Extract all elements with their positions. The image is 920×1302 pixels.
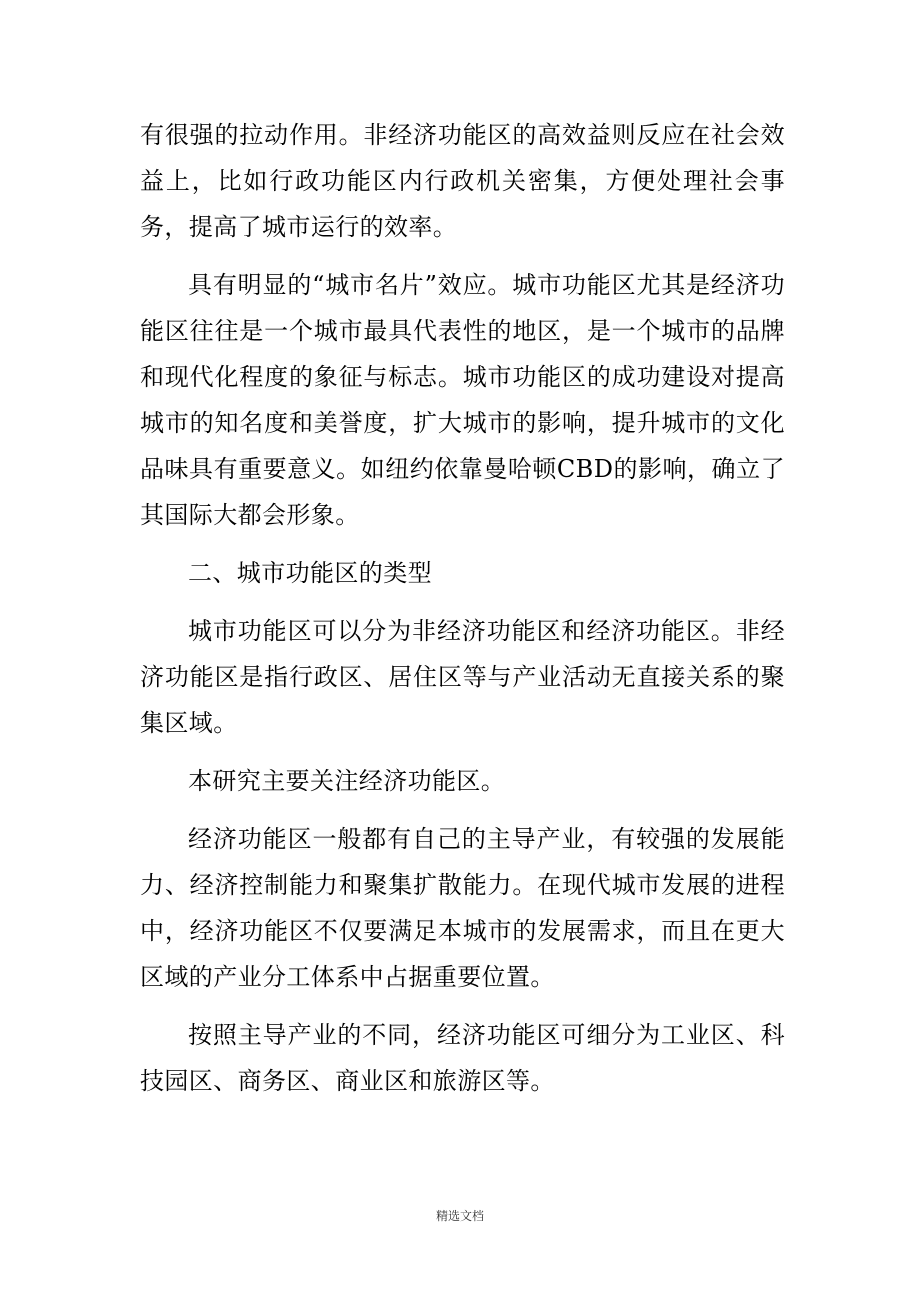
section-heading-types: 二、城市功能区的类型 bbox=[188, 559, 432, 587]
paragraph-research-focus: 本研究主要关注经济功能区。 bbox=[188, 767, 506, 795]
paragraph-continuation: 有很强的拉动作用。非经济功能区的高效益则反应在社会效益上，比如行政功能区内行政机关密集，方便处理社会事务，提高了城市运行的效率。 bbox=[140, 121, 785, 241]
paragraph-city-card-effect: 具有明显的“城市名片”效应。城市功能区尤其是经济功能区往往是一个城市最具代表性的地区，是一个城市的品牌和现代化程度的象征与标志。城市功能区的成功建设对提高城市的知名度和美誉度，扩大城市的影响，提升城市的文化品味具有重要意义。如纽约依靠曼哈顿CBD的影响，确立了其国际大都会形象。 bbox=[140, 271, 785, 529]
paragraph-economic-zones: 经济功能区一般都有自己的主导产业，有较强的发展能力、经济控制能力和聚集扩散能力。在现代城市发展的进程中，经济功能区不仅要满足本城市的发展需求，而且在更大区域的产业分工体系中占据重要位置。 bbox=[140, 825, 785, 991]
paragraph-subcategories: 按照主导产业的不同，经济功能区可细分为工业区、科技园区、商务区、商业区和旅游区等。 bbox=[140, 1021, 785, 1095]
page-footer: 精选文档 bbox=[435, 1209, 484, 1223]
paragraph-classification: 城市功能区可以分为非经济功能区和经济功能区。非经济功能区是指行政区、居住区等与产业活动无直接关系的聚集区域。 bbox=[140, 617, 785, 737]
document-body bbox=[140, 112, 785, 1116]
